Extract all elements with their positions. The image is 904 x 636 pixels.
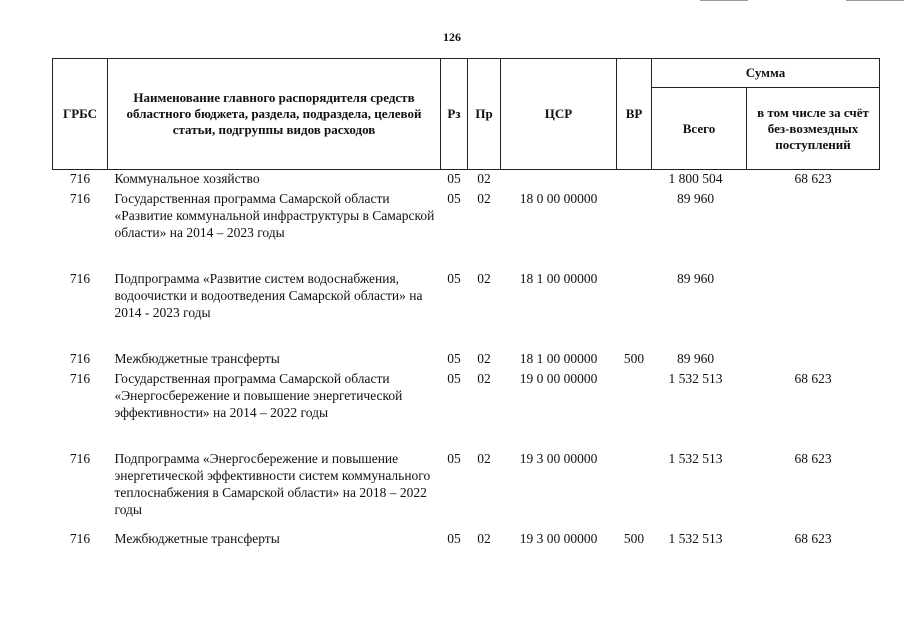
scan-artifact-line	[846, 0, 904, 1]
header-free-receipts: в том числе за счёт без-возмездных поступлений	[747, 88, 880, 170]
cell-rz: 05	[447, 530, 461, 546]
cell-rz: 05	[447, 190, 461, 206]
cell-rz: 05	[447, 450, 461, 466]
cell-csr: 18 1 00 00000	[519, 350, 598, 366]
table-row	[53, 170, 880, 190]
table-row	[53, 270, 880, 350]
cell-vr	[617, 370, 652, 450]
cell-rz: 05	[447, 370, 461, 386]
cell-pr: 02	[477, 450, 491, 466]
cell-rz: 05	[447, 171, 461, 186]
cell-grbs: 716	[69, 450, 91, 466]
cell-free-receipts	[747, 190, 880, 270]
cell-csr: 19 3 00 00000	[519, 450, 598, 466]
cell-vr	[617, 190, 652, 270]
cell-free-receipts	[747, 350, 880, 370]
budget-table	[52, 58, 880, 550]
cell-vr: 500	[623, 530, 645, 546]
cell-total: 89 960	[676, 270, 715, 286]
table-row	[53, 190, 880, 270]
header-vr: ВР	[617, 59, 652, 170]
cell-name: Коммунальное хозяйство	[114, 171, 260, 186]
header-name: Наименование главного распорядителя средств областного бюджета, раздела, подраздела, целевой статьи, подгруппы видов расходов	[108, 59, 441, 170]
table-row	[53, 350, 880, 370]
page-number: 126	[443, 30, 461, 44]
cell-total: 1 800 504	[668, 171, 723, 186]
cell-pr: 02	[477, 171, 491, 186]
cell-pr: 02	[477, 350, 491, 366]
cell-pr: 02	[477, 270, 491, 286]
cell-grbs: 716	[69, 370, 91, 386]
cell-grbs: 716	[69, 171, 91, 186]
header-sum: Сумма	[652, 59, 880, 88]
cell-total: 89 960	[676, 350, 715, 366]
cell-pr: 02	[477, 190, 491, 206]
cell-vr: 500	[623, 350, 645, 366]
cell-name: Межбюджетные трансферты	[114, 530, 280, 546]
cell-grbs: 716	[69, 270, 91, 286]
cell-total: 1 532 513	[668, 530, 723, 546]
cell-pr: 02	[477, 530, 491, 546]
cell-free-receipts: 68 623	[794, 530, 832, 546]
cell-name: Подпрограмма «Развитие систем водоснабжения, водоочистки и водоотведения Самарской области» на 2014 - 2023 годы	[114, 270, 423, 320]
cell-name: Государственная программа Самарской области «Развитие коммунальной инфраструктуры в Самарской области» на 2014 – 2023 годы	[114, 190, 435, 240]
cell-rz: 05	[447, 350, 461, 366]
cell-csr: 19 3 00 00000	[519, 530, 598, 546]
cell-grbs: 716	[69, 530, 91, 546]
table-row	[53, 370, 880, 450]
table-header	[53, 59, 880, 170]
cell-csr	[501, 170, 617, 190]
cell-grbs: 716	[69, 350, 91, 366]
cell-csr: 18 0 00 00000	[519, 190, 598, 206]
cell-name: Межбюджетные трансферты	[114, 350, 280, 366]
cell-free-receipts	[747, 270, 880, 350]
header-csr: ЦСР	[501, 59, 617, 170]
header-total: Всего	[652, 88, 747, 170]
cell-free-receipts: 68 623	[794, 171, 832, 186]
cell-total: 89 960	[676, 190, 715, 206]
cell-vr	[617, 270, 652, 350]
table-row	[53, 450, 880, 530]
cell-grbs: 716	[69, 190, 91, 206]
scan-artifact-line	[700, 0, 748, 1]
cell-rz: 05	[447, 270, 461, 286]
table-row	[53, 530, 880, 550]
cell-total: 1 532 513	[668, 370, 723, 386]
cell-free-receipts: 68 623	[794, 450, 832, 466]
cell-vr	[617, 170, 652, 190]
table-body	[53, 170, 880, 550]
cell-csr: 19 0 00 00000	[519, 370, 598, 386]
cell-total: 1 532 513	[668, 450, 723, 466]
cell-name: Государственная программа Самарской области «Энергосбережение и повышение энергетической эффективности» на 2014 – 2022 годы	[114, 370, 403, 420]
cell-free-receipts: 68 623	[794, 370, 832, 386]
header-pr: Пр	[468, 59, 501, 170]
cell-pr: 02	[477, 370, 491, 386]
cell-name: Подпрограмма «Энергосбережение и повышение энергетической эффективности систем коммунального теплоснабжения в Самарской области» на 2018 – 2022 годы	[114, 450, 431, 517]
cell-vr	[617, 450, 652, 530]
header-grbs: ГРБС	[53, 59, 108, 170]
header-rz: Рз	[441, 59, 468, 170]
cell-csr: 18 1 00 00000	[519, 270, 598, 286]
